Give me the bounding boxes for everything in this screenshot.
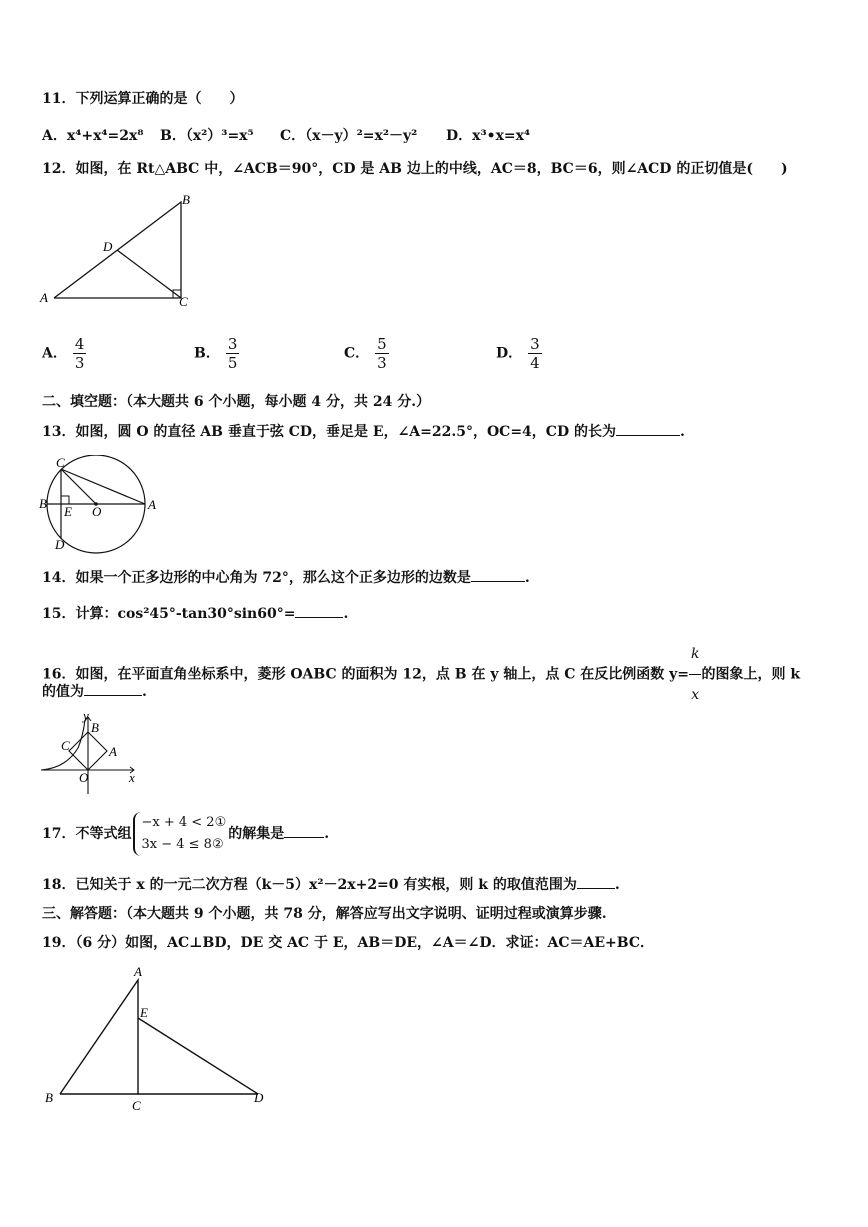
q13-label-b: B <box>39 496 47 511</box>
q14-stem: 14．如果一个正多边形的中心角为 72°，那么这个正多边形的边数是 . <box>42 570 530 586</box>
q15-stem: 15．计算：cos²45°-tan30°sin60°= . <box>42 606 349 622</box>
q19-label-e: E <box>140 1005 148 1020</box>
q12-label-a: A <box>40 290 48 305</box>
q13-stem: 13．如图，圆 O 的直径 AB 垂直于弦 CD，垂足是 E，∠A=22.5°，OC=4，CD 的长为 . <box>42 424 685 440</box>
q13-label-a: A <box>148 497 156 512</box>
q12-figure <box>36 192 206 312</box>
q16-stem: 16．如图，在平面直角坐标系中，菱形 OABC 的面积为 12，点 B 在 y 轴上，点 C 在反比例函数 y= $\frac{k}{x}$ 的图象上，则 k <box>42 634 800 715</box>
q16-label-o: O <box>79 770 89 785</box>
q16-label-b: B <box>91 720 99 735</box>
q12-label-c: C <box>179 294 188 309</box>
q12-label-b: B <box>182 192 190 207</box>
q11-option-b: B．（x²）³=x⁵ <box>160 128 254 144</box>
q11-option-c: C．（x－y）²=x²－y² <box>280 128 418 144</box>
q12-option-b: B． $\frac{3}{5}$ <box>194 335 238 372</box>
q16-label-x: x <box>129 770 135 785</box>
q11-option-d: D．x³•x=x⁴ <box>446 128 531 144</box>
q19-label-d: D <box>254 1090 264 1105</box>
q19-label-b: B <box>45 1090 53 1105</box>
q19-label-a: A <box>134 964 142 979</box>
q16-figure <box>36 712 146 796</box>
q13-label-o: O <box>92 504 102 519</box>
q11-stem: 11．下列运算正确的是（ ） <box>42 91 244 107</box>
section-3-heading: 三、解答题：（本大题共 9 个小题，共 78 分，解答应写出文字说明、证明过程或演算步骤. <box>42 906 607 922</box>
q12-label-d: D <box>103 239 113 254</box>
q12-stem: 12．如图，在 Rt△ABC 中，∠ACB＝90°，CD 是 AB 边上的中线，AC＝8，BC＝6，则∠ACD 的正切值是( ) <box>42 161 788 177</box>
q16-label-y: y <box>83 712 89 723</box>
q12-option-a: A． $\frac{4}{3}$ <box>42 335 85 372</box>
q12-option-c: C． $\frac{5}{3}$ <box>344 335 387 372</box>
q13-figure <box>36 455 166 555</box>
q13-label-c: C <box>56 455 65 470</box>
q17-stem: 17．不等式组 −x + 4 < 2① 3x − 4 ≤ 8② 的解集是 . <box>42 811 329 857</box>
q18-stem: 18．已知关于 x 的一元二次方程（k－5）x²－2x+2=0 有实根，则 k 的取值范围为 . <box>42 877 620 893</box>
section-2-heading: 二、填空题：（本大题共 6 个小题，每小题 4 分，共 24 分.） <box>42 394 431 410</box>
q13-label-d: D <box>55 537 65 552</box>
q12-option-d: D． $\frac{3}{4}$ <box>496 335 540 372</box>
q16-label-a: A <box>109 744 117 759</box>
q16-line2: 的值为 . <box>42 684 147 700</box>
q19-figure <box>40 962 280 1112</box>
q19-stem: 19．（6 分）如图，AC⊥BD，DE 交 AC 于 E，AB＝DE，∠A＝∠D．求证：AC＝AE+BC． <box>42 935 654 951</box>
q17-inequality-system: −x + 4 < 2① 3x − 4 ≤ 8② <box>133 812 226 856</box>
q11-option-a: A．x⁴+x⁴=2x⁸ <box>42 128 144 144</box>
q13-label-e: E <box>64 504 72 519</box>
q16-label-c: C <box>61 738 70 753</box>
q19-label-c: C <box>132 1098 141 1112</box>
